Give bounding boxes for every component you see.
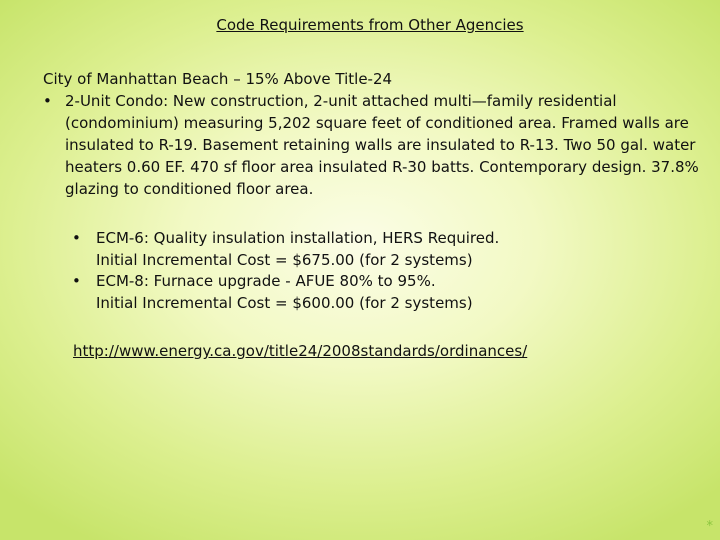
ordinances-link[interactable]: http://www.energy.ca.gov/title24/2008standards/ordinances/ (73, 342, 528, 360)
bullet-marker: • (72, 272, 81, 290)
sub-bullet-line: ECM-6: Quality insulation installation, HERS Required. (96, 229, 500, 247)
content-block (43, 68, 703, 200)
slide-title: Code Requirements from Other Agencies (216, 16, 524, 34)
sub-bullet-line: ECM-8: Furnace upgrade - AFUE 80% to 95%. (96, 272, 436, 290)
main-bullet-text: 2-Unit Condo: New construction, 2-unit attached multi—family residential (condominium) measuring 5,202 square feet of conditioned area. Framed walls are insulated to R-19. Basement retaining walls are insulated to R-13. Two 50 gal. water heaters 0.60 EF. 470 sf floor area insulated R-30 batts. Contemporary design. 37.8% glazing to conditioned floor area. (65, 92, 699, 198)
main-bullet (43, 90, 703, 200)
sub-bullet-ecm8 (72, 271, 672, 314)
sub-bullet-line: Initial Incremental Cost = $600.00 (for 2 systems) (96, 293, 473, 312)
sub-bullet-line: Initial Incremental Cost = $675.00 (for 2 systems) (96, 250, 473, 269)
bullet-marker: • (43, 92, 52, 110)
heading-text: City of Manhattan Beach – 15% Above Title-24 (43, 70, 393, 88)
sub-bullet-list (72, 228, 672, 314)
sub-bullet-ecm6 (72, 228, 672, 271)
asterisk-icon: * (706, 519, 713, 534)
bullet-marker: • (72, 229, 81, 247)
